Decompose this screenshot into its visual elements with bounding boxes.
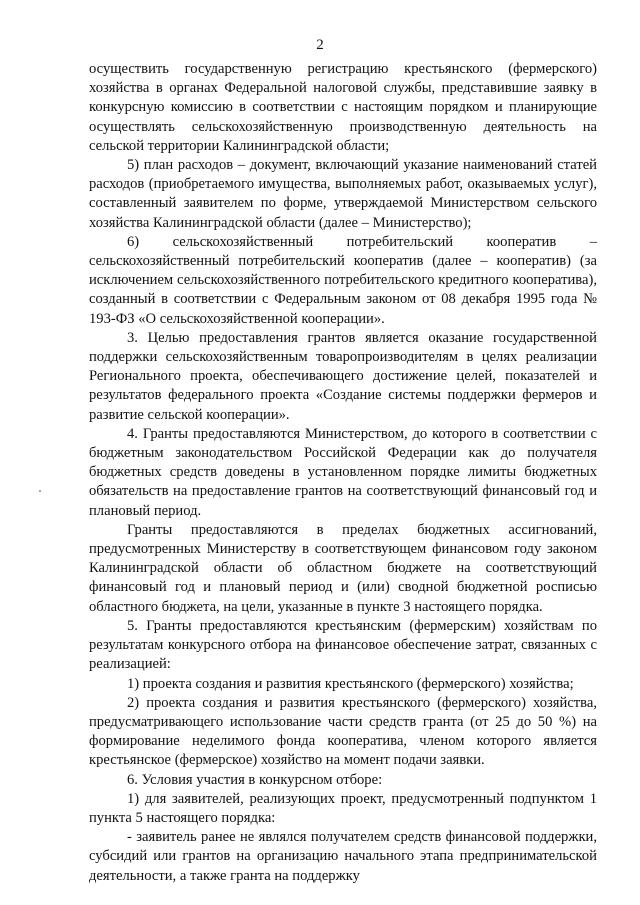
paragraph: Гранты предоставляются в пределах бюджетных ассигнований, предусмотренных Министерству в соответствующем финансовом году законом Калининградской области об областном бюджете на соответствующий финансовый год и плановый период и (или) сводной бюджетной росписью областного бюджета, на цели, указанные в пункте 3 настоящего порядка. [89,521,597,615]
scan-speck [39,490,41,492]
paragraph: 1) проекта создания и развития крестьянского (фермерского) хозяйства; [127,675,574,692]
paragraph: 4. Гранты предоставляются Министерством, до которого в соответствии с бюджетным законодательством Российской Федерации как до получателя бюджетных средств доведены в установленном порядке лимиты бюджетных обязательств на предоставление грантов на соответствующий финансовый год и плановый период. [89,425,597,519]
paragraph: 6) сельскохозяйственный потребительский кооператив – сельскохозяйственный потребительский кооператив (далее – кооператив) (за исключением сельскохозяйственного потребительского кредитного кооператива), созданный в соответствии с Федеральным законом от 08 декабря 1995 года № 193-ФЗ «О сельскохозяйственной кооперации». [89,233,597,327]
paragraph: 2) проекта создания и развития крестьянского (фермерского) хозяйства, предусматривающего использование части средств гранта (от 25 до 50 %) на формирование неделимого фонда кооператива, членом которого является крестьянское (фермерское) хозяйство на момент подачи заявки. [89,694,597,769]
paragraph: - заявитель ранее не являлся получателем средств финансовой поддержки, субсидий или грантов на организацию начального этапа предпринимательской деятельности, а также гранта на поддержку [89,829,597,884]
document-body [89,60,597,886]
paragraph: 6. Условия участия в конкурсном отборе: [127,771,383,788]
paragraph: 1) для заявителей, реализующих проект, предусмотренный подпунктом 1 пункта 5 настоящего порядка: [89,790,597,826]
paragraph: 3. Целью предоставления грантов является оказание государственной поддержки сельскохозяйственным товаропроизводителям в целях реализации Регионального проекта, обеспечивающего достижение целей, показателей и результатов федерального проекта «Создание системы поддержки фермеров и развитие сельской кооперации». [89,329,597,423]
page-number: 2 [316,37,324,53]
paragraph: осуществить государственную регистрацию крестьянского (фермерского) хозяйства в органах Федеральной налоговой службы, представившие заявку в конкурсную комиссию в соответствии с настоящим порядком и планирующие осуществлять сельскохозяйственную производственную деятельность на сельской территории Калининградской области; [89,61,597,154]
paragraph: 5) план расходов – документ, включающий указание наименований статей расходов (приобретаемого имущества, выполняемых работ, оказываемых услуг), составленный заявителем по форме, утверждаемой Министерством сельского хозяйства Калининградской области (далее – Министерство); [89,157,597,231]
paragraph: 5. Гранты предоставляются крестьянским (фермерским) хозяйствам по результатам конкурсного отбора на финансовое обеспечение затрат, связанных с реализацией: [89,617,597,673]
